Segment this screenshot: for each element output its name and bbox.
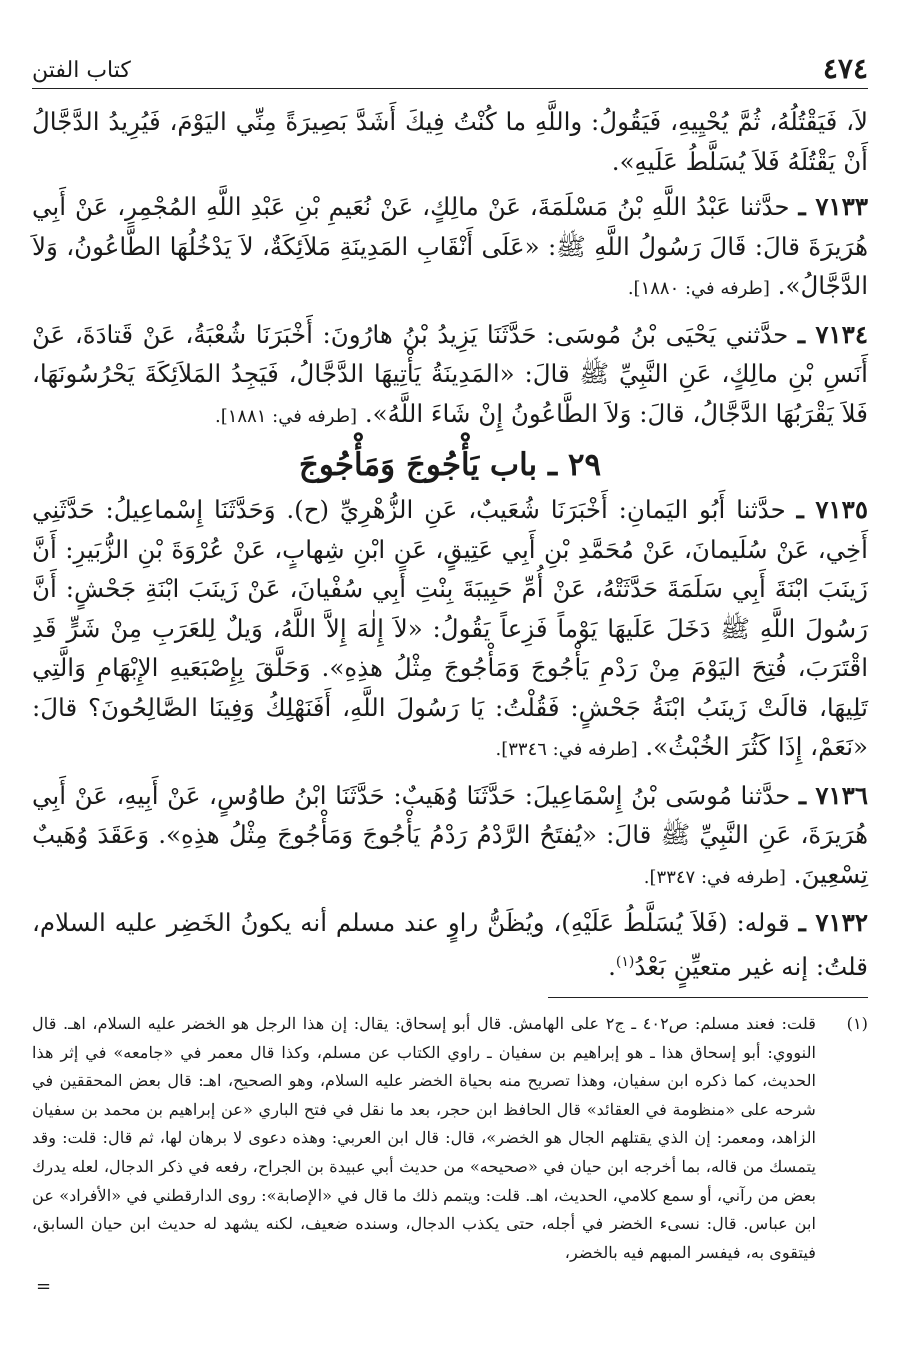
hadith-number: ٧١٣٢ ـ	[798, 908, 868, 937]
hadith-text: حدَّثني يَحْيَى بْنُ مُوسَى: حَدَّثَنَا يَزِيدُ بْنُ هارُونَ: أَخْبَرَنَا شُعْبَةُ، عَنْ قَتادَةَ، عَنْ أَنَسِ بْنِ مالِكٍ، عَنِ النَّبِيِّ ﷺ قالَ: «المَدِينَةُ يَأْتِيهَا الدَّجَّالُ، فَيَجِدُ المَلاَئِكَةَ يَحْرُسُونَهَا، فَلاَ يَقْرَبُهَا الدَّجَّالُ، قالَ: وَلاَ الطَّاعُونُ إِنْ شَاءَ اللَّهُ».	[32, 319, 868, 428]
hadith-number: ٧١٣٣ ـ	[798, 192, 868, 221]
hadith-7133	[32, 187, 868, 309]
running-header	[32, 52, 868, 89]
paragraph-text: لاَ، فَيَقْتُلُهُ، ثُمَّ يُحْيِيهِ، فَيَقُولُ: واللَّهِ ما كُنْتُ فِيكَ أَشَدَّ بَصِيرَةً مِنِّي اليَوْمَ، فَيُرِيدُ الدَّجَّالُ أَنْ يَقْتُلَهُ فَلاَ يُسَلَّطُ عَلَيهِ».	[32, 107, 868, 176]
footnotes	[32, 1010, 868, 1267]
page-number: ٤٧٤	[822, 52, 868, 85]
hadith-7134	[32, 315, 868, 437]
continuation-mark: =	[36, 1276, 52, 1297]
paragraph-continuation	[32, 102, 868, 181]
footnote-marker: (١)	[846, 1014, 868, 1033]
footnote-divider	[548, 997, 868, 998]
main-text	[32, 102, 868, 992]
chapter-heading: ٢٩ ـ باب يَأْجُوجَ وَمَأْجُوجَ	[298, 447, 602, 483]
hadith-number: ٧١٣٤ ـ	[797, 319, 868, 349]
commentary-text: قوله: (فَلاَ يُسَلَّطُ عَلَيْهِ)، ويُظَنُّ راوٍ عند مسلم أنه يكونُ الخَضِر عليه السلام، قلتُ: إنه غير متعيِّنٍ بَعْدُ	[32, 908, 868, 981]
hadith-number: ٧١٣٥ ـ	[796, 495, 868, 524]
hadith-text: حدَّثنا أَبُو اليَمانِ: أَخْبَرَنَا شُعَيبٌ، عَنِ الزُّهْرِيِّ (ح). وَحَدَّثَنَا إِسْماعِيلُ: حَدَّثَنِي أَخِي، عَنْ سُلَيمانَ، عَنْ مُحَمَّدِ بْنِ أَبِي عَتِيقٍ، عَنِ ابْنِ شِهابٍ، عَنْ عُرْوَةَ بْنِ الزُّبَيرِ: أَنَّ زَينَبَ ابْنَةَ أَبِي سَلَمَةَ حَدَّثَتْهُ، عَنْ أُمِّ حَبِيبَةَ بِنْتِ أَبِي سُفْيانَ، عَنْ زَينَبَ ابْنَةِ جَحْشٍ: أَنَّ رَسُولَ اللَّهِ ﷺ دَخَلَ عَلَيهَا يَوْماً فَزِعاً يَقُولُ: «لاَ إِلٰهَ إِلاَّ اللَّهُ، وَيلٌ لِلعَرَبِ مِنْ شَرٍّ قَدِ اقْتَرَبَ، فُتِحَ اليَوْمَ مِنْ رَدْمِ يَأْجُوجَ وَمَأْجُوجَ مِثْلُ هذِهِ». وَحَلَّقَ بِإِصْبَعَيهِ الإِبْهَامِ وَالَّتِي تَلِيهَا، قالَتْ زَينَبُ ابْنَةُ جَحْشٍ: فَقُلْتُ: يَا رَسُولَ اللَّهِ، أَفَنَهْلِكُ وَفِينَا الصَّالِحُونَ؟ قالَ: «نَعَمْ، إِذَا كَثُرَ الخُبْثُ».	[32, 495, 868, 761]
footnote-reference[interactable]: (١)	[615, 953, 635, 970]
hadith-text: حدَّثنا عَبْدُ اللَّهِ بْنُ مَسْلَمَةَ، عَنْ مالِكٍ، عَنْ نُعَيمِ بْنِ عَبْدِ اللَّهِ المُجْمِرِ، عَنْ أَبِي هُرَيرَةَ قالَ: قَالَ رَسُولُ اللَّهِ ﷺ: «عَلَى أَنْقَابِ المَدِينَةِ مَلاَئِكَةٌ، لاَ يَدْخُلُهَا الطَّاعُونُ، وَلاَ الدَّجَّالُ».	[32, 192, 868, 300]
commentary-7132	[32, 903, 868, 986]
cross-reference: [طرفه في: ١٨٨٠].	[627, 278, 770, 299]
book-title: كتاب الفتن	[32, 58, 131, 83]
hadith-7136	[32, 776, 868, 898]
sentence-end: .	[608, 951, 616, 981]
cross-reference: [طرفه في: ١٨٨١].	[214, 405, 358, 427]
hadith-7135	[32, 490, 868, 770]
hadith-text: حدَّثنا مُوسَى بْنُ إِسْمَاعِيلَ: حَدَّثَنَا وُهَيبٌ: حَدَّثَنَا ابْنُ طاوُسٍ، عَنْ أَبِيهِ، عَنْ أَبِي هُرَيرَةَ، عَنِ النَّبِيِّ ﷺ قالَ: «يُفتَحُ الرَّدْمُ رَدْمُ يَأْجُوجَ وَمَأْجُوجَ مِثْلُ هذِهِ». وَعَقَدَ وُهَيبٌ تِسْعِينَ.	[32, 780, 868, 889]
cross-reference: [طرفه في: ٣٣٤٦].	[495, 739, 638, 760]
footnote-text: قلت: فعند مسلم: ص٤٠٢ ـ ج٢ على الهامش. قال أبو إسحاق: يقال: إن هذا الرجل هو الخضر عليه السلام، اهـ. قال النووي: أبو إسحاق هذا ـ هو إبراهيم بن سفيان ـ راوي الكتاب عن مسلم، وكذا قال معمر في «جامعه» في إثر هذا الحديث، كما ذكره ابن سفيان، وهذا تصريح منه بحياة الخضر عليه السلام، وهو الصحيح، اهـ: قال بعض المحققين في شرحه على «منظومة في العقائد» قال الحافظ ابن حجر، بعد ما نقل في فتح الباري «عن إبراهيم بن محمد بن سفيان الزاهد، ومعمر: إن الذي يقتلهم الجال هو الخضر»، قال: قال ابن العربي: وهذه دعوى لا برهان لها، ثم قال: قلت: وقد يتمسك من قاله، بما أخرجه ابن حيان في «صحيحه» من حديث أبي عبيدة بن الجراح، رفعه في ذكر الدجال، لعله يدرك بعض من رآني، أو سمع كلامي، الحديث، اهـ. قلت: ويتمم ذلك ما قال في «الإصابة»: روى الدارقطني في «الأفراد» عن ابن عباس. قال: نسىء الخضر في أجله، حتى يكذب الدجال، وسنده ضعيف، لكنه يشهد له حديث ابن حيان السابق، فيتقوى به، فيفسر المبهم فيه بالخضر،	[32, 1014, 816, 1262]
cross-reference: [طرفه في: ٣٣٤٧].	[643, 866, 786, 888]
hadith-number: ٧١٣٦ ـ	[798, 780, 868, 810]
